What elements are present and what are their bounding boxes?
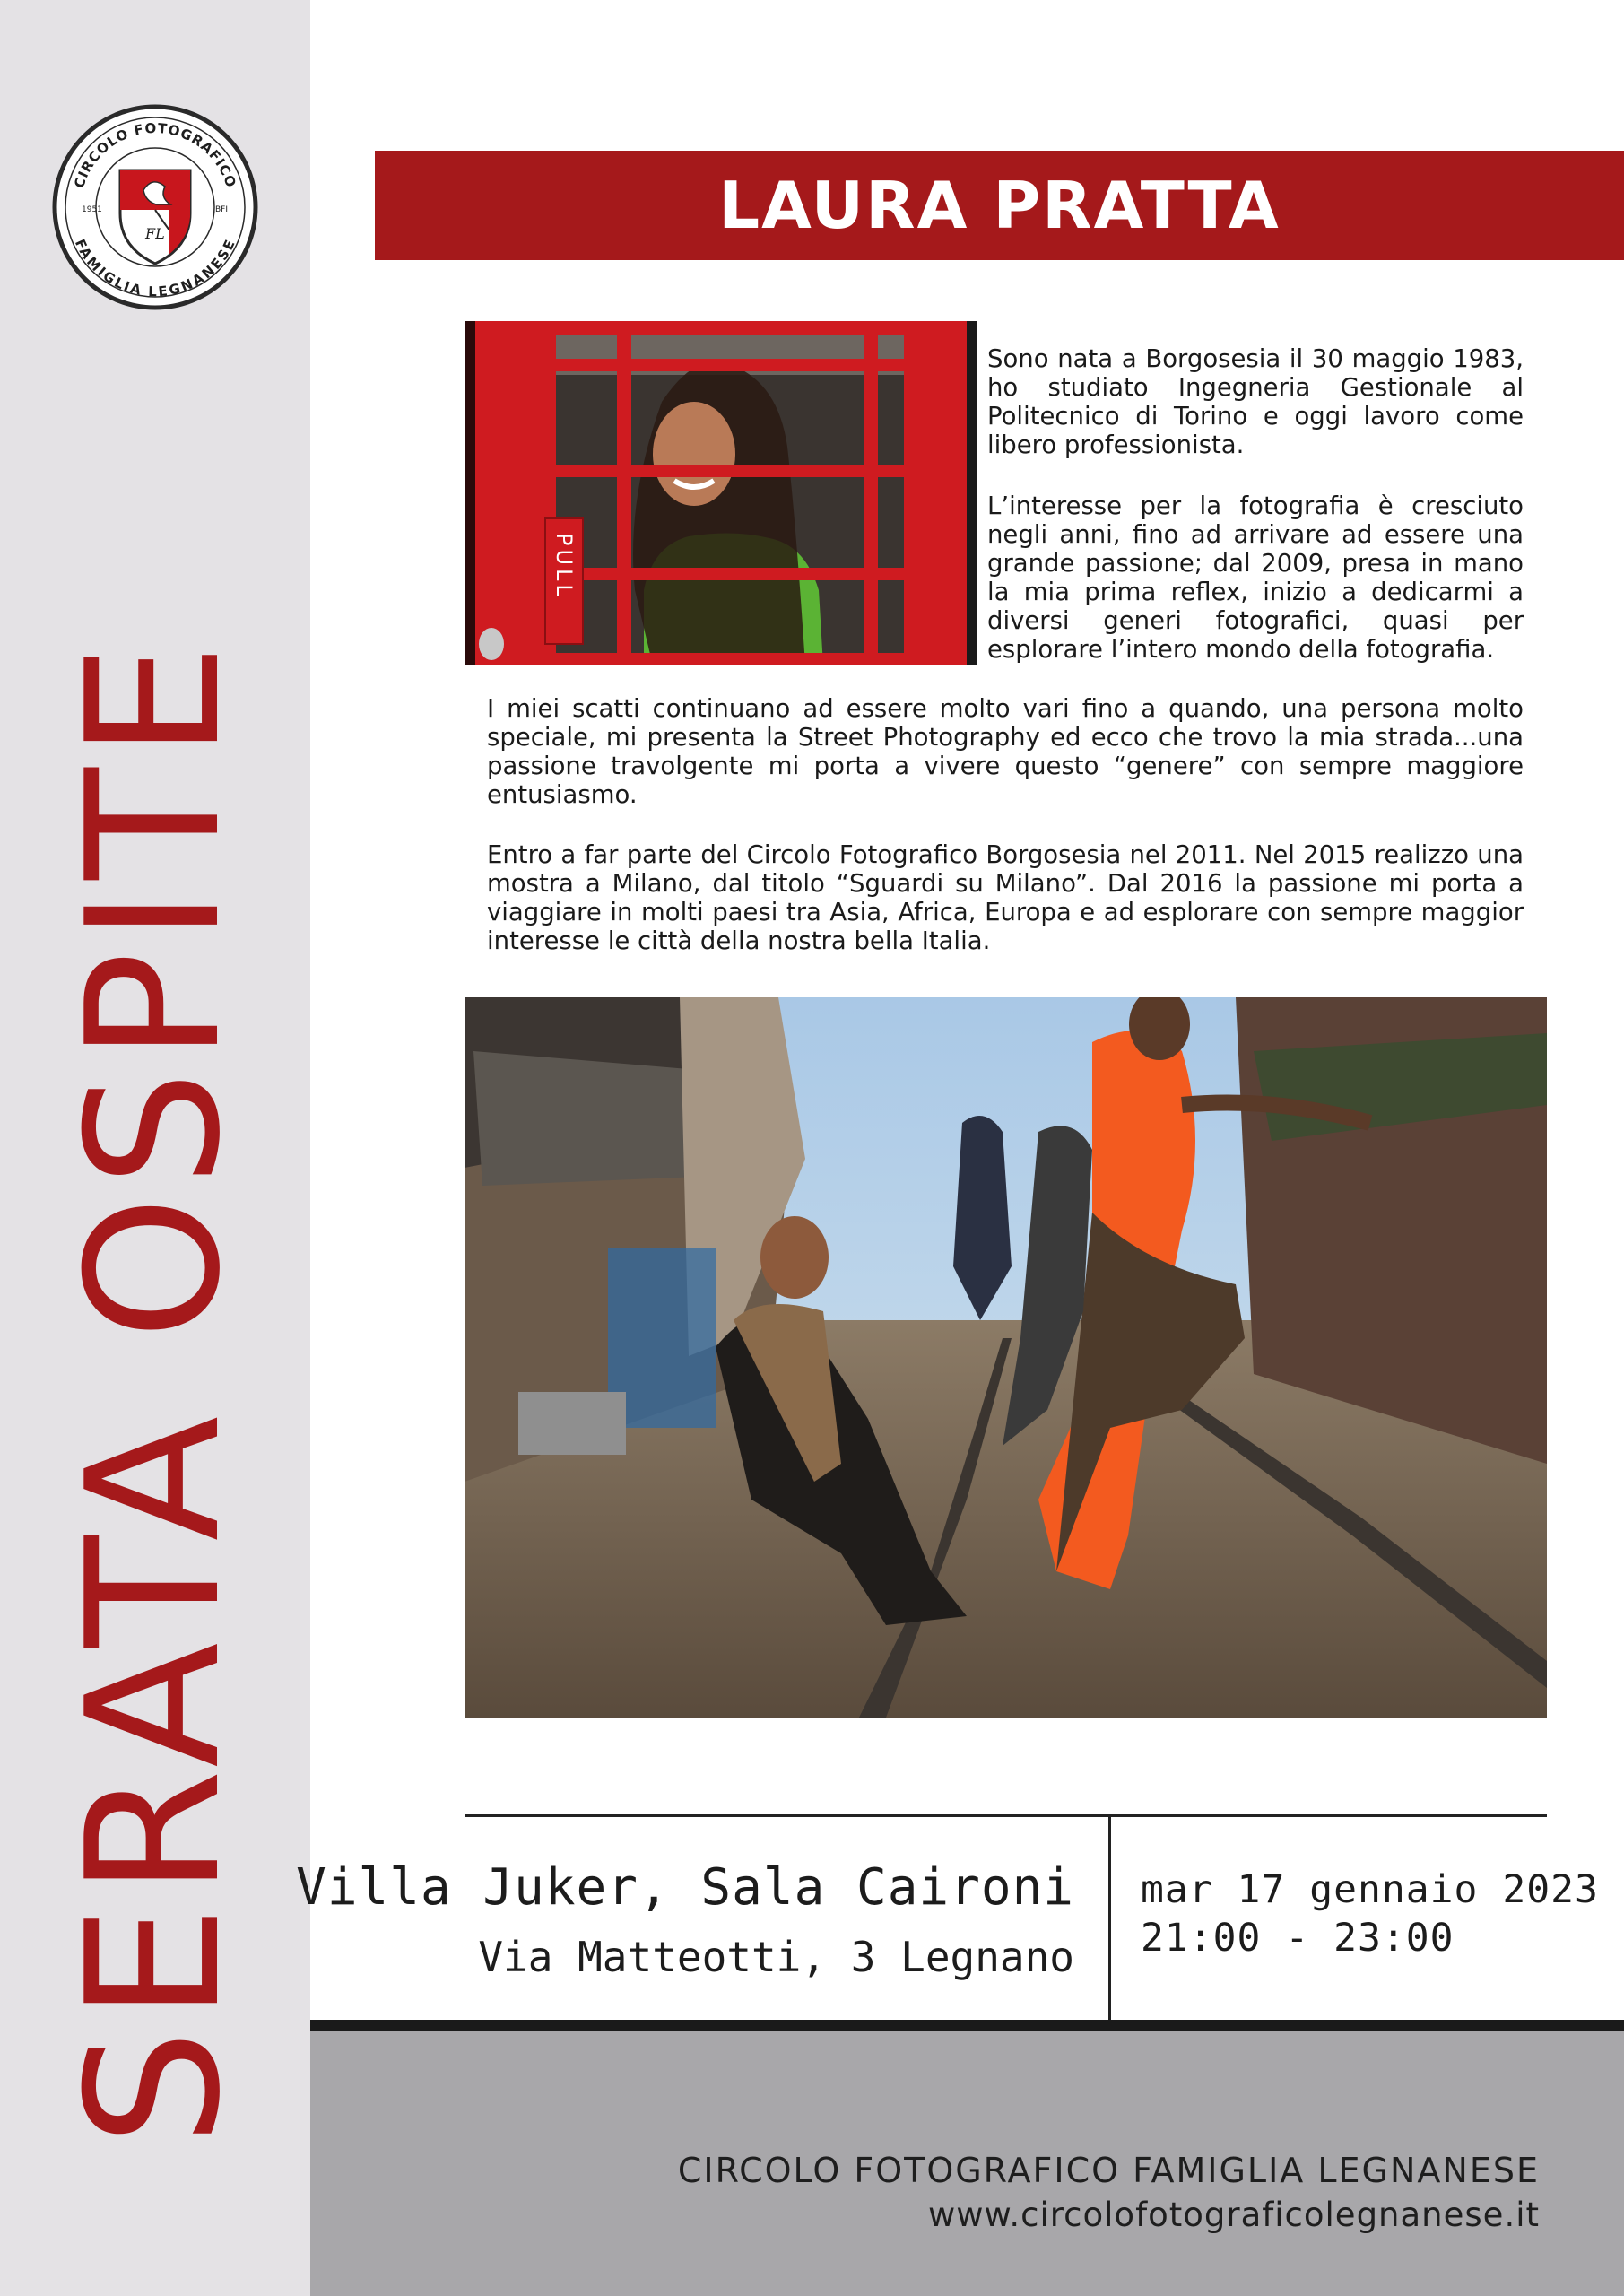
logo-affiliation: BFI — [215, 205, 229, 214]
guest-name: LAURA PRATTA — [718, 168, 1281, 243]
info-top-rule — [465, 1814, 1547, 1817]
guest-name-banner — [375, 151, 1624, 260]
event-time: 21:00 - 23:00 — [1141, 1916, 1455, 1961]
footer-rule — [310, 2020, 1624, 2031]
door-pull-label: PULL — [551, 533, 577, 600]
bio-paragraph-4: Entro a far parte del Circolo Fotografico Borgosesia nel 2011. Nel 2015 realizzo una mostra a Milano, dal titolo “Sguardi su Milano”. Dal 2016 la passione mi porta a viaggiare in molti paesi tra Asia, Africa, Europa e ad esplorare con sempre maggior interesse le città della nostra bella Italia. — [487, 840, 1524, 955]
logo-monogram: FL — [145, 225, 165, 242]
club-logo — [52, 104, 258, 310]
logo-ring-bottom: FAMIGLIA LEGNANESE — [71, 236, 239, 300]
bio-paragraph-2: L’interesse per la fotografia è cresciuto negli anni, fino ad arrivare ad essere una grande passione; dal 2009, presa in mano la mia prima reflex, inizio a dedicarmi a diversi generi fotografici, quasi per esplorare l’intero mondo della fotografia. — [987, 491, 1524, 664]
bio-paragraph-3: I miei scatti continuano ad essere molto vari fino a quando, una persona molto speciale, mi presenta la Street Photography ed ecco che trovo la mia strada...una passione travolgente mi porta a vivere questo “genere” con sempre maggiore entusiasmo. — [487, 694, 1524, 809]
footer-website-link[interactable]: www.circolofotograficolegnanese.it — [928, 2196, 1540, 2234]
bio-paragraph-1: Sono nata a Borgosesia il 30 maggio 1983, ho studiato Ingegneria Gestionale al Politecnico di Torino e oggi lavoro come libero professionista. — [987, 344, 1524, 459]
logo-year: 1951 — [82, 205, 102, 214]
portrait-photo — [465, 321, 977, 665]
venue-name: Villa Juker, Sala Caironi — [296, 1858, 1074, 1917]
street-photograph — [465, 997, 1547, 1718]
logo-ring-top: CIRCOLO FOTOGRAFICO — [71, 119, 239, 190]
info-divider — [1108, 1817, 1111, 2022]
event-type-title: SERATA OSPITE — [48, 634, 261, 2146]
event-date: mar 17 gennaio 2023 — [1141, 1867, 1599, 1912]
footer-organization: CIRCOLO FOTOGRAFICO FAMIGLIA LEGNANESE — [677, 2151, 1540, 2190]
venue-address: Via Matteotti, 3 Legnano — [478, 1933, 1074, 1981]
